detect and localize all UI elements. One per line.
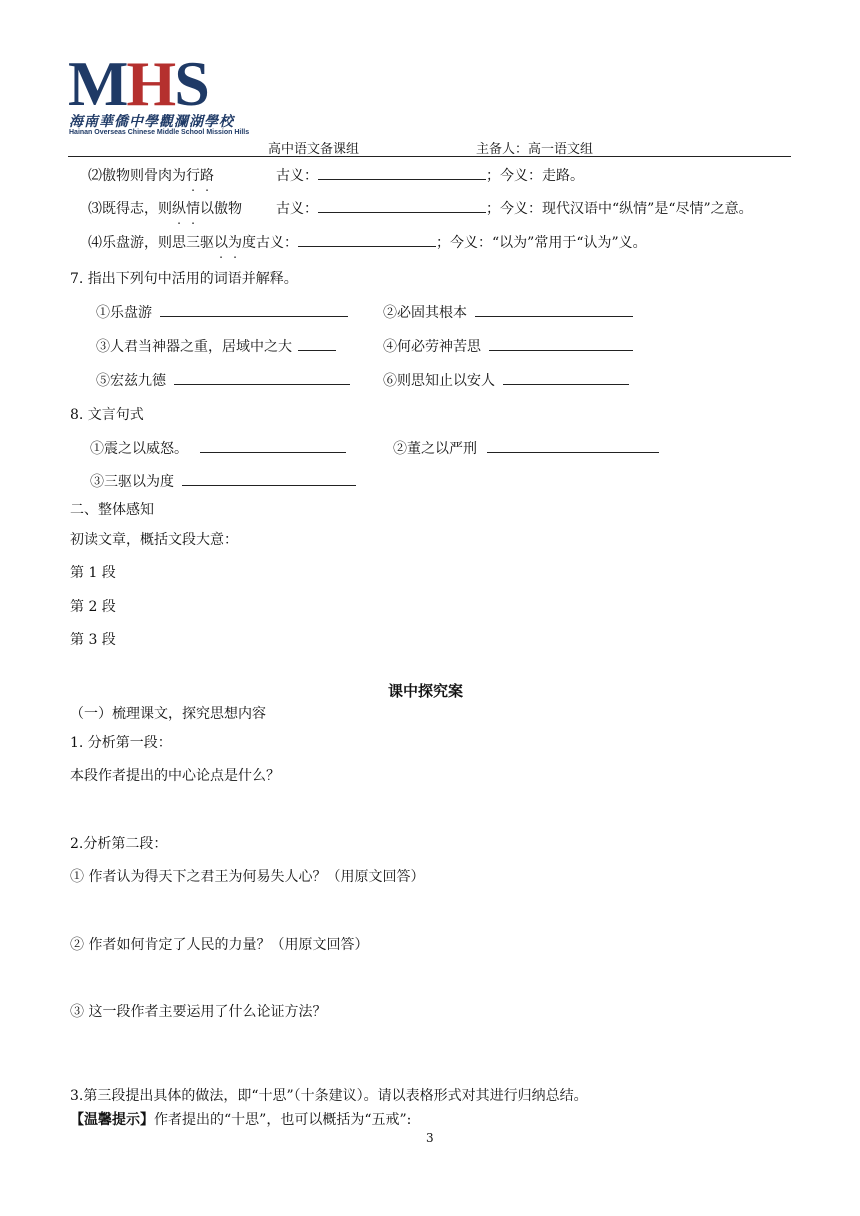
logo-letter-h: H — [126, 48, 175, 119]
header-group: 高中语文备课组 — [268, 142, 360, 157]
q8-item-2: ②董之以严刑 — [393, 438, 659, 458]
school-logo — [68, 48, 208, 119]
answer-blank[interactable] — [182, 472, 356, 486]
q2-item-2: ② 作者如何肯定了人民的力量？（用原文回答） — [70, 937, 369, 953]
answer-blank[interactable] — [174, 371, 350, 385]
q1-text: 本段作者提出的中心论点是什么？ — [70, 768, 280, 784]
q7-item-4: ④何必劳神苦思 — [383, 336, 633, 356]
answer-blank[interactable] — [200, 439, 346, 453]
answer-blank[interactable] — [318, 166, 486, 180]
q6-item-2-answer: 古义： ；今义：走路。 — [276, 168, 584, 184]
page-number: 3 — [426, 1131, 434, 1145]
logo-letter-m: M — [68, 48, 127, 119]
q3-text: 3.第三段提出具体的做法，即“十思”（十条建议）。请以表格形式对其进行归纳总结。 — [70, 1088, 588, 1104]
q2-title: 2.分析第二段： — [70, 836, 168, 852]
paragraph-3-label: 第 3 段 — [70, 632, 116, 648]
tip: 【温馨提示】作者提出的“十思”，也可以概括为“五戒”: — [70, 1112, 412, 1128]
answer-blank[interactable] — [160, 303, 348, 317]
q7-item-5: ⑤宏兹九德 — [96, 370, 350, 390]
answer-blank[interactable] — [475, 303, 633, 317]
q6-item-3-answer: 古义： ；今义：现代汉语中“纵情”是“尽情”之意。 — [276, 201, 753, 217]
q8-item-1: ①震之以威怒。 — [90, 438, 346, 458]
q7-item-3: ③人君当神器之重，居域中之大 — [96, 336, 336, 356]
paragraph-2-label: 第 2 段 — [70, 599, 116, 615]
logo-letter-s: S — [174, 48, 208, 119]
answer-blank[interactable] — [503, 371, 629, 385]
q7-item-1: ①乐盘游 — [96, 302, 348, 322]
answer-blank[interactable] — [489, 337, 633, 351]
part2-title: 二、整体感知 — [70, 502, 154, 518]
answer-blank[interactable] — [318, 199, 486, 213]
answer-blank[interactable] — [298, 233, 436, 247]
q7-title: 7. 指出下列句中活用的词语并解释。 — [70, 271, 298, 287]
logo-chinese-name: 海南華僑中學觀瀾湖學校 — [69, 114, 234, 130]
q1-title: 1. 分析第一段： — [70, 735, 172, 751]
part2-intro: 初读文章，概括文段大意： — [70, 532, 238, 548]
section-subtitle: （一）梳理课文，探究思想内容 — [70, 706, 266, 722]
answer-blank[interactable] — [298, 337, 336, 351]
q6-item-2: ⑵傲物则骨肉为行路 — [88, 168, 214, 184]
header-preparer: 主备人：高一语文组 — [476, 142, 594, 157]
paragraph-1-label: 第 1 段 — [70, 565, 116, 581]
logo-english-name: Hainan Overseas Chinese Middle School Mission Hills — [69, 129, 250, 136]
section-title: 课中探究案 — [388, 682, 464, 700]
q8-title: 8. 文言句式 — [70, 407, 144, 423]
q7-item-2: ②必固其根本 — [383, 302, 633, 322]
q6-item-3: ⑶既得志，则纵情以傲物 — [88, 201, 242, 217]
q2-item-1: ① 作者认为得天下之君王为何易失人心？（用原文回答） — [70, 869, 425, 885]
q8-item-3: ③三驱以为度 — [90, 471, 356, 491]
q7-item-6: ⑥则思知止以安人 — [383, 370, 629, 390]
answer-blank[interactable] — [487, 439, 659, 453]
header-divider — [68, 156, 791, 157]
q2-item-3: ③ 这一段作者主要运用了什么论证方法？ — [70, 1004, 327, 1020]
q6-item-4: ⑷乐盘游，则思三驱以为度古义： ；今义：“以为”常用于“认为”义。 — [88, 235, 647, 251]
